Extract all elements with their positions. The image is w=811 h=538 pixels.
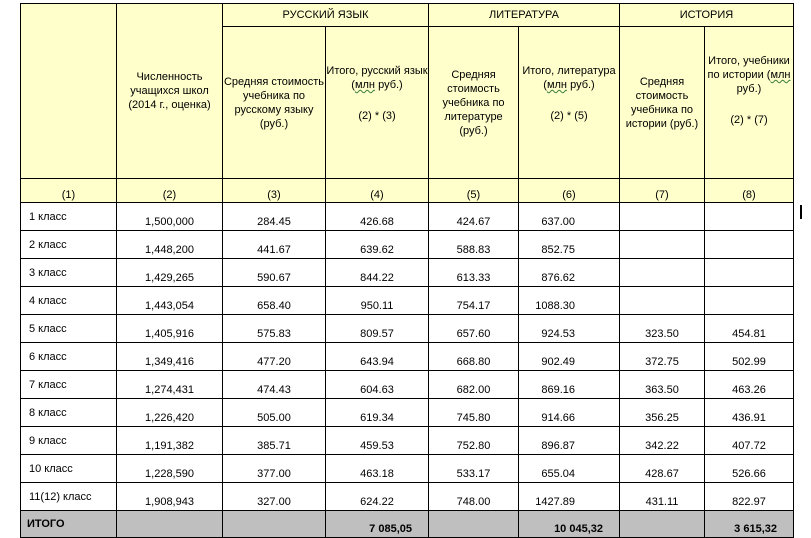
header-group-history: ИСТОРИЯ — [620, 4, 794, 27]
russian-total: 809.57 — [326, 315, 429, 343]
column-number: (6) — [519, 179, 620, 203]
table-row — [21, 427, 794, 455]
history-avg-cost — [620, 203, 705, 231]
table-row — [21, 371, 794, 399]
total-cell-empty — [620, 511, 705, 538]
history-total: 822.97 — [705, 483, 794, 511]
literature-avg-cost: 752.80 — [429, 427, 519, 455]
table-row — [21, 343, 794, 371]
table-row — [21, 259, 794, 287]
history-avg-cost: 428.67 — [620, 455, 705, 483]
column-number-row — [21, 179, 794, 203]
column-number: (5) — [429, 179, 519, 203]
students-count: 1,226,420 — [117, 399, 223, 427]
class-label: 8 класс — [21, 399, 117, 427]
history-total: 526.66 — [705, 455, 794, 483]
header-russian-total-label: Итого, русский язык (млн руб.) — [326, 65, 428, 91]
table-row — [21, 399, 794, 427]
total-cell-empty — [223, 511, 326, 538]
russian-total: 844.22 — [326, 259, 429, 287]
russian-total: 639.62 — [326, 231, 429, 259]
russian-total: 426.68 — [326, 203, 429, 231]
column-number: (4) — [326, 179, 429, 203]
students-count: 1,274,431 — [117, 371, 223, 399]
column-number: (3) — [223, 179, 326, 203]
literature-total: 1427.89 — [519, 483, 620, 511]
total-label: ИТОГО — [21, 511, 117, 538]
literature-total: 876.62 — [519, 259, 620, 287]
class-label: 1 класс — [21, 203, 117, 231]
literature-total: 902.49 — [519, 343, 620, 371]
history-avg-cost — [620, 231, 705, 259]
russian-avg-cost: 377.00 — [223, 455, 326, 483]
textbook-cost-table — [20, 3, 794, 538]
history-total: 502.99 — [705, 343, 794, 371]
total-cell-empty — [117, 511, 223, 538]
russian-avg-cost: 505.00 — [223, 399, 326, 427]
russian-avg-cost: 590.67 — [223, 259, 326, 287]
class-label: 6 класс — [21, 343, 117, 371]
total-cell-empty — [429, 511, 519, 538]
history-total — [705, 203, 794, 231]
literature-avg-cost: 682.00 — [429, 371, 519, 399]
text-cursor — [800, 205, 802, 219]
history-avg-cost — [620, 259, 705, 287]
russian-total: 463.18 — [326, 455, 429, 483]
history-total — [705, 231, 794, 259]
literature-avg-cost: 657.60 — [429, 315, 519, 343]
header-russian-formula: (2) * (3) — [358, 110, 396, 122]
class-label: 5 класс — [21, 315, 117, 343]
students-count: 1,500,000 — [117, 203, 223, 231]
students-count: 1,448,200 — [117, 231, 223, 259]
total-russian: 7 085,05 — [326, 511, 429, 538]
literature-avg-cost: 533.17 — [429, 455, 519, 483]
table-row — [21, 203, 794, 231]
column-number: (2) — [117, 179, 223, 203]
column-number: (8) — [705, 179, 794, 203]
table-row — [21, 287, 794, 315]
russian-avg-cost: 658.40 — [223, 287, 326, 315]
total-history: 3 615,32 — [705, 511, 794, 538]
header-students-count: Численность учащихся школ (2014 г., оценка) — [117, 4, 223, 179]
header-russian-avg-cost: Средняя стоимость учебника по русскому языку (руб.) — [223, 27, 326, 179]
literature-total: 896.87 — [519, 427, 620, 455]
students-count: 1,429,265 — [117, 259, 223, 287]
history-avg-cost: 363.50 — [620, 371, 705, 399]
class-label: 9 класс — [21, 427, 117, 455]
total-row — [21, 511, 794, 538]
header-group-literature: ЛИТЕРАТУРА — [429, 4, 620, 27]
students-count: 1,908,943 — [117, 483, 223, 511]
students-count: 1,191,382 — [117, 427, 223, 455]
students-count: 1,443,054 — [117, 287, 223, 315]
column-number: (7) — [620, 179, 705, 203]
russian-avg-cost: 284.45 — [223, 203, 326, 231]
header-literature-total — [519, 27, 620, 179]
literature-total: 637.00 — [519, 203, 620, 231]
literature-avg-cost: 613.33 — [429, 259, 519, 287]
table-row — [21, 483, 794, 511]
total-literature: 10 045,32 — [519, 511, 620, 538]
header-group-russian: РУССКИЙ ЯЗЫК — [223, 4, 429, 27]
class-label: 10 класс — [21, 455, 117, 483]
russian-total: 643.94 — [326, 343, 429, 371]
column-number: (1) — [21, 179, 117, 203]
history-avg-cost — [620, 287, 705, 315]
history-total — [705, 259, 794, 287]
literature-avg-cost: 588.83 — [429, 231, 519, 259]
russian-avg-cost: 385.71 — [223, 427, 326, 455]
history-avg-cost: 323.50 — [620, 315, 705, 343]
russian-total: 619.34 — [326, 399, 429, 427]
class-label: 3 класс — [21, 259, 117, 287]
russian-total: 950.11 — [326, 287, 429, 315]
russian-avg-cost: 441.67 — [223, 231, 326, 259]
russian-total: 604.63 — [326, 371, 429, 399]
literature-total: 924.53 — [519, 315, 620, 343]
history-avg-cost: 431.11 — [620, 483, 705, 511]
history-total: 454.81 — [705, 315, 794, 343]
header-history-formula: (2) * (7) — [730, 114, 768, 126]
literature-avg-cost: 745.80 — [429, 399, 519, 427]
class-label: 4 класс — [21, 287, 117, 315]
literature-avg-cost: 668.80 — [429, 343, 519, 371]
history-total: 463.26 — [705, 371, 794, 399]
students-count: 1,349,416 — [117, 343, 223, 371]
literature-total: 914.66 — [519, 399, 620, 427]
russian-avg-cost: 327.00 — [223, 483, 326, 511]
history-avg-cost: 342.22 — [620, 427, 705, 455]
students-count: 1,228,590 — [117, 455, 223, 483]
history-total: 407.72 — [705, 427, 794, 455]
table-row — [21, 455, 794, 483]
table-row — [21, 231, 794, 259]
history-avg-cost: 356.25 — [620, 399, 705, 427]
header-russian-total — [326, 27, 429, 179]
class-label: 11(12) класс — [21, 483, 117, 511]
header-history-total-label: Итого, учебники по истории (млн руб.) — [707, 55, 791, 95]
russian-avg-cost: 575.83 — [223, 315, 326, 343]
header-history-avg-cost: Средняя стоимость учебника по истории (руб.) — [620, 27, 705, 179]
history-total — [705, 287, 794, 315]
literature-avg-cost: 754.17 — [429, 287, 519, 315]
literature-total: 852.75 — [519, 231, 620, 259]
header-literature-formula: (2) * (5) — [550, 110, 588, 122]
students-count: 1,405,916 — [117, 315, 223, 343]
russian-avg-cost: 474.43 — [223, 371, 326, 399]
literature-total: 1088.30 — [519, 287, 620, 315]
literature-avg-cost: 748.00 — [429, 483, 519, 511]
literature-avg-cost: 424.67 — [429, 203, 519, 231]
header-cell-empty — [21, 4, 117, 179]
russian-total: 624.22 — [326, 483, 429, 511]
table-row — [21, 315, 794, 343]
russian-avg-cost: 477.20 — [223, 343, 326, 371]
history-avg-cost: 372.75 — [620, 343, 705, 371]
russian-total: 459.53 — [326, 427, 429, 455]
header-literature-total-label: Итого, литература (млн руб.) — [522, 65, 616, 91]
history-total: 436.91 — [705, 399, 794, 427]
class-label: 7 класс — [21, 371, 117, 399]
header-history-total — [705, 27, 794, 179]
literature-total: 655.04 — [519, 455, 620, 483]
literature-total: 869.16 — [519, 371, 620, 399]
class-label: 2 класс — [21, 231, 117, 259]
header-literature-avg-cost: Средняя стоимость учебника по литературе (руб.) — [429, 27, 519, 179]
